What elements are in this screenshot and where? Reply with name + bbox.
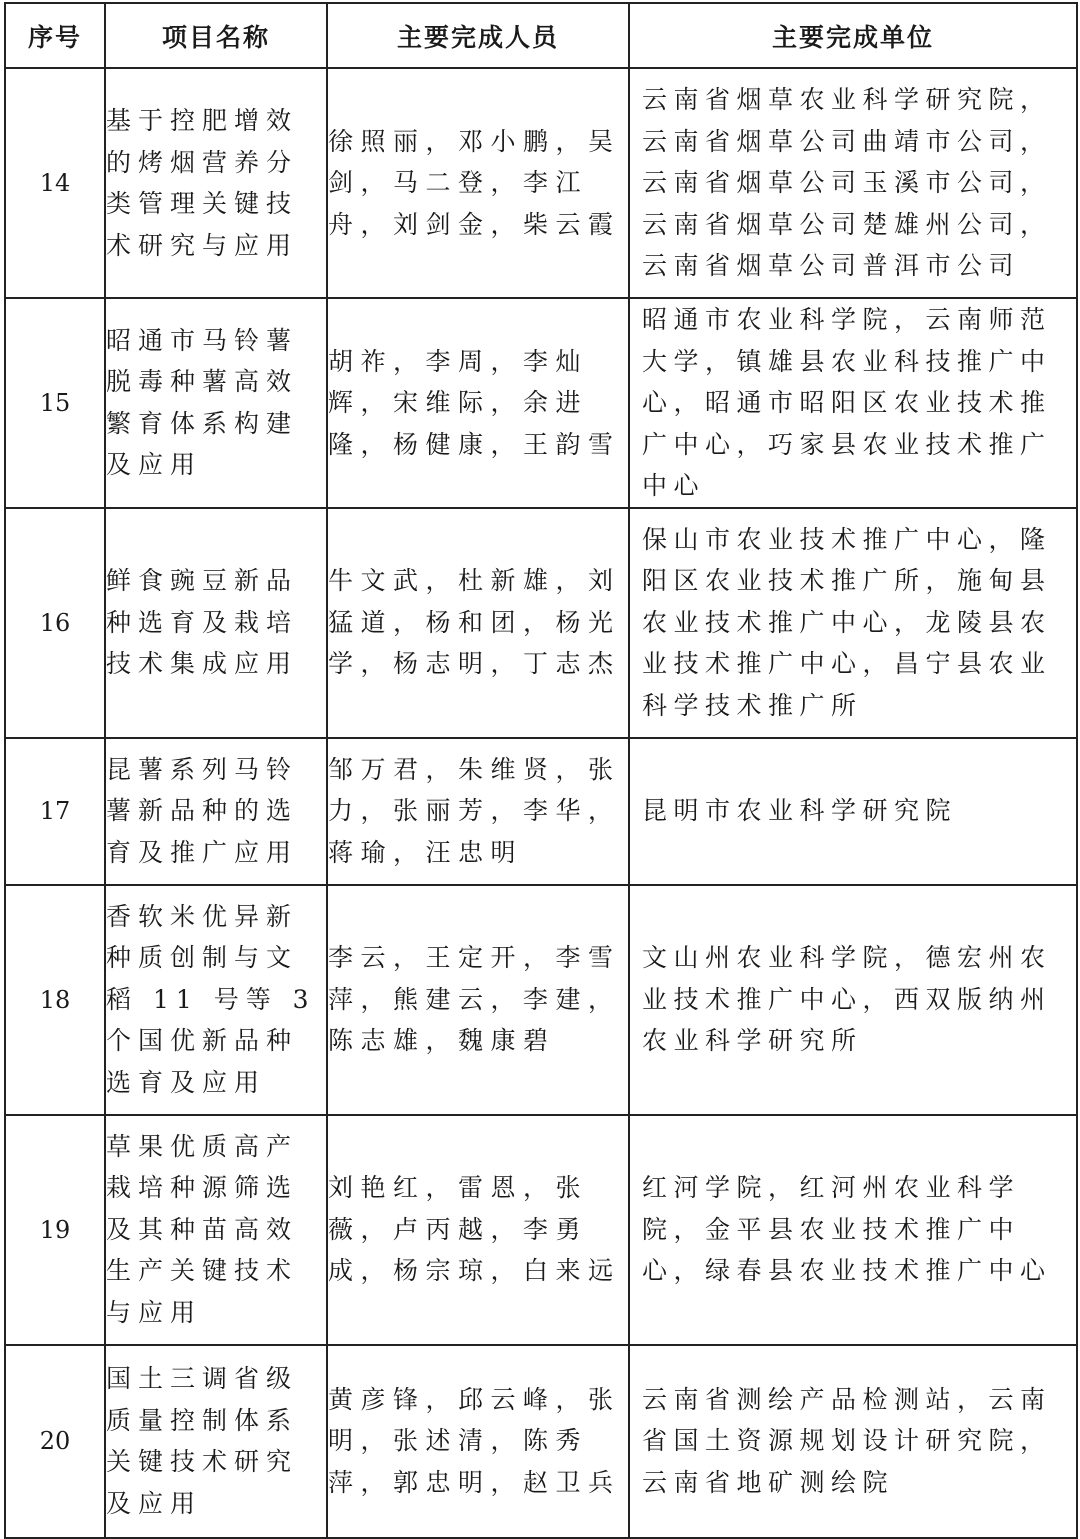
table-row: [5, 508, 1077, 738]
row-personnel: 黄彦锋，邱云峰，张明，张述清，陈秀萍，郭忠明，赵卫兵: [327, 1345, 629, 1538]
row-project: 草果优质高产栽培种源筛选及其种苗高效生产关键技术与应用: [105, 1115, 327, 1345]
row-personnel: 胡祚，李周，李灿辉，宋维际，余进隆，杨健康，王韵雪: [327, 298, 629, 508]
table-row: [5, 738, 1077, 885]
row-project: 昭通市马铃薯脱毒种薯高效繁育体系构建及应用: [105, 298, 327, 508]
row-seq: 15: [5, 298, 105, 508]
awards-table: [4, 2, 1078, 1539]
row-units: 云南省测绘产品检测站，云南省国土资源规划设计研究院，云南省地矿测绘院: [629, 1345, 1077, 1538]
header-personnel: 主要完成人员: [327, 3, 629, 68]
row-personnel: 刘艳红，雷恩，张薇，卢丙越，李勇成，杨宗琼，白来远: [327, 1115, 629, 1345]
row-units: 保山市农业技术推广中心，隆阳区农业技术推广所，施甸县农业技术推广中心，龙陵县农业技术推广中心，昌宁县农业科学技术推广所: [629, 508, 1077, 738]
table-row: [5, 1345, 1077, 1538]
row-personnel: 徐照丽，邓小鹏，吴剑，马二登，李江舟，刘剑金，柴云霞: [327, 68, 629, 298]
header-seq: 序号: [5, 3, 105, 68]
row-project: 基于控肥增效的烤烟营养分类管理关键技术研究与应用: [105, 68, 327, 298]
row-project: 国土三调省级质量控制体系关键技术研究及应用: [105, 1345, 327, 1538]
row-seq: 14: [5, 68, 105, 298]
row-units: 红河学院，红河州农业科学院，金平县农业技术推广中心，绿春县农业技术推广中心: [629, 1115, 1077, 1345]
table-row: [5, 298, 1077, 508]
table-row: [5, 1115, 1077, 1345]
row-personnel: 邹万君，朱维贤，张力，张丽芳，李华，蒋瑜，汪忠明: [327, 738, 629, 885]
row-personnel: 李云，王定开，李雪萍，熊建云，李建，陈志雄，魏康碧: [327, 885, 629, 1115]
header-project: 项目名称: [105, 3, 327, 68]
row-seq: 18: [5, 885, 105, 1115]
row-seq: 17: [5, 738, 105, 885]
row-units: 昆明市农业科学研究院: [629, 738, 1077, 885]
row-units: 昭通市农业科学院，云南师范大学，镇雄县农业科技推广中心，昭通市昭阳区农业技术推广中心，巧家县农业技术推广中心: [629, 298, 1077, 508]
header-row: [5, 3, 1077, 68]
row-seq: 19: [5, 1115, 105, 1345]
row-seq: 20: [5, 1345, 105, 1538]
header-units: 主要完成单位: [629, 3, 1077, 68]
row-project: 香软米优异新种质创制与文稻 11 号等 3 个国优新品种选育及应用: [105, 885, 327, 1115]
row-units: 云南省烟草农业科学研究院，云南省烟草公司曲靖市公司，云南省烟草公司玉溪市公司，云南省烟草公司楚雄州公司，云南省烟草公司普洱市公司: [629, 68, 1077, 298]
table-row: [5, 885, 1077, 1115]
row-personnel: 牛文武，杜新雄，刘猛道，杨和团，杨光学，杨志明，丁志杰: [327, 508, 629, 738]
row-seq: 16: [5, 508, 105, 738]
row-project: 昆薯系列马铃薯新品种的选育及推广应用: [105, 738, 327, 885]
table-row: [5, 68, 1077, 298]
row-units: 文山州农业科学院，德宏州农业技术推广中心，西双版纳州农业科学研究所: [629, 885, 1077, 1115]
row-project: 鲜食豌豆新品种选育及栽培技术集成应用: [105, 508, 327, 738]
